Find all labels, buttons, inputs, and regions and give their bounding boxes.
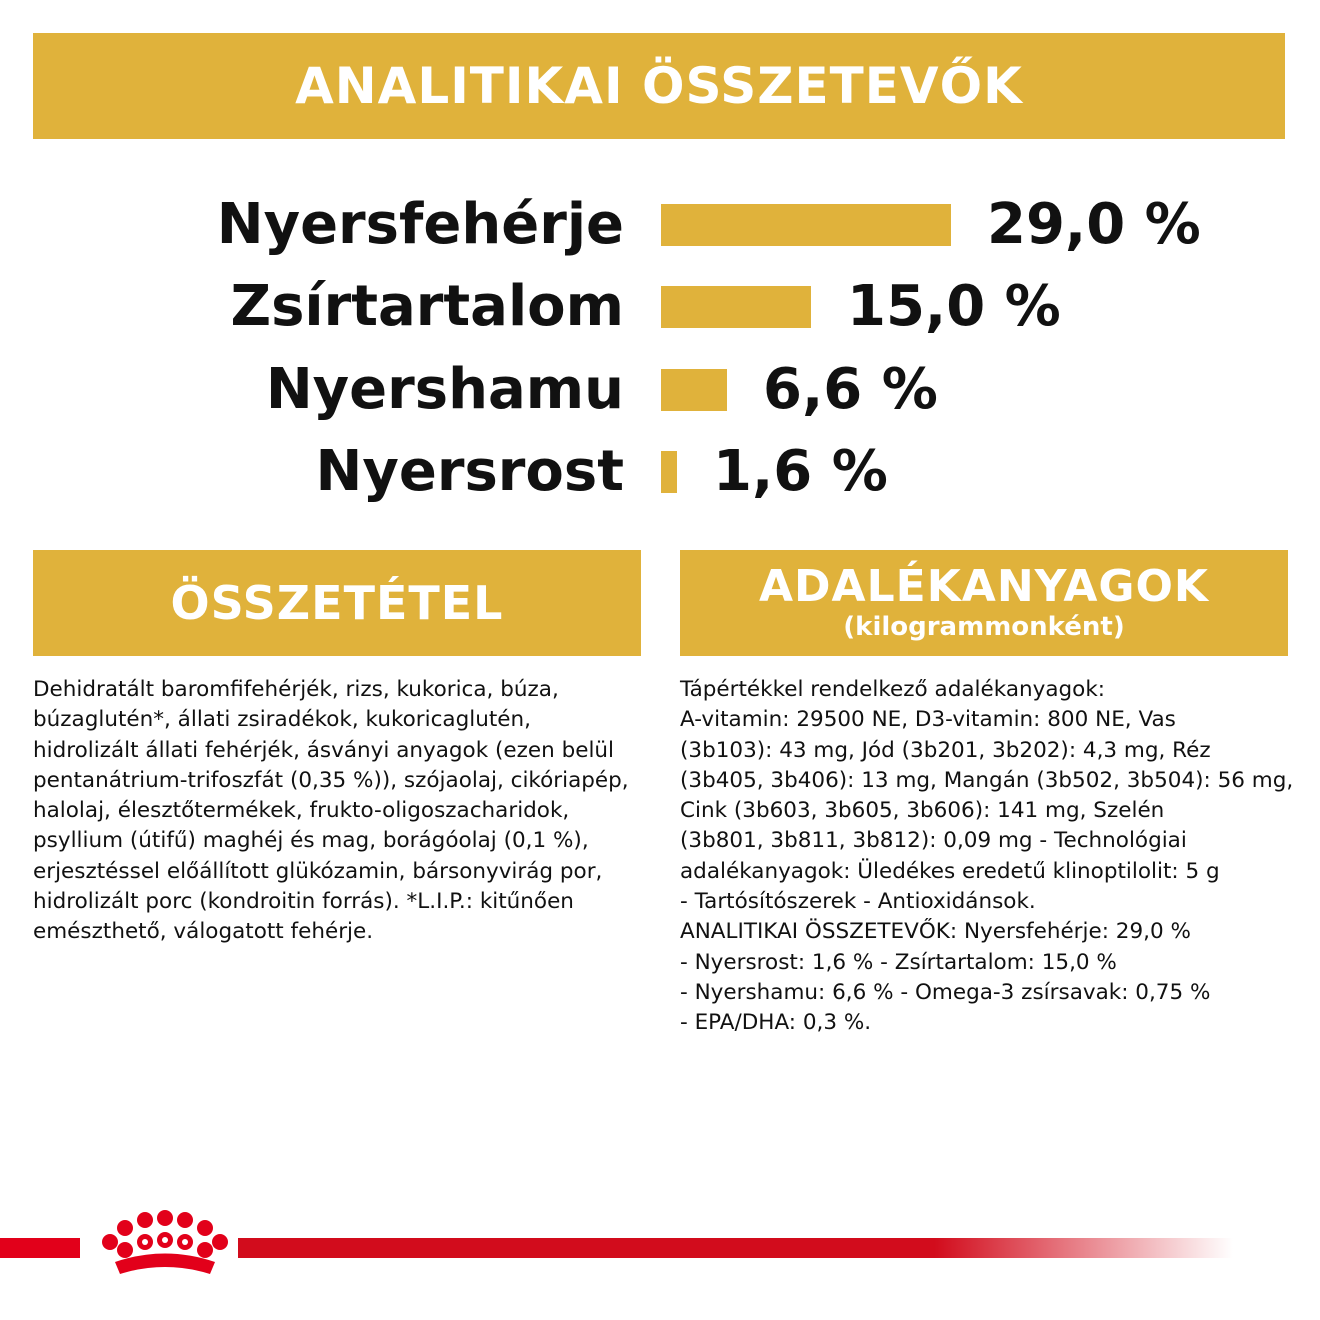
crown-icon — [90, 1200, 240, 1290]
composition-banner — [33, 550, 641, 656]
additives-text — [680, 675, 1295, 1039]
text-line: adalékanyagok: Üledékes eredetű klinoptilolit: 5 g — [680, 858, 1220, 884]
text-line: hidrolizált porc (kondroitin forrás). *L.I.P.: kitűnően — [33, 889, 574, 915]
composition-title: ÖSSZETÉTEL — [170, 576, 504, 630]
nutrient-value: 29,0 % — [987, 192, 1201, 257]
additives-title: ADALÉKANYAGOK — [758, 560, 1209, 612]
brand-line-left — [0, 1238, 80, 1258]
text-line: halolaj, élesztőtermékek, frukto-oligoszacharidok, — [33, 798, 570, 824]
nutrient-label: Zsírtartalom — [230, 274, 624, 339]
additives-subtitle: (kilogrammonként) — [843, 612, 1125, 643]
text-line: Cink (3b603, 3b605, 3b606): 141 mg, Szelén — [680, 798, 1165, 824]
text-line: hidrolizált állati fehérjék, ásványi anyagok (ezen belül — [33, 737, 615, 763]
text-line: (3b103): 43 mg, Jód (3b201, 3b202): 4,3 mg, Réz — [680, 737, 1211, 763]
text-line: - EPA/DHA: 0,3 %. — [680, 1010, 872, 1036]
text-line: - Nyersrost: 1,6 % - Zsírtartalom: 15,0 % — [680, 949, 1117, 975]
composition-text — [33, 675, 648, 948]
nutrient-label: Nyersrost — [315, 439, 624, 504]
text-line: erjesztéssel előállított glükózamin, bársonyvirág por, — [33, 858, 603, 884]
nutrient-row — [0, 437, 1320, 507]
nutrient-value: 1,6 % — [713, 439, 888, 504]
nutrient-label: Nyersfehérje — [216, 192, 624, 257]
nutrient-bar — [661, 451, 677, 493]
nutrient-row — [0, 190, 1320, 260]
analytical-title: ANALITIKAI ÖSSZETEVŐK — [295, 57, 1023, 115]
text-line: pentanátrium-trifoszfát (0,35 %)), szójaolaj, cikóriapép, — [33, 767, 629, 793]
nutrient-row — [0, 355, 1320, 425]
nutrient-bar — [661, 286, 811, 328]
nutrient-value: 15,0 % — [847, 274, 1061, 339]
nutrient-bar — [661, 204, 951, 246]
analytical-banner — [33, 33, 1285, 139]
text-line: emészthető, válogatott fehérje. — [33, 919, 374, 945]
text-line: (3b801, 3b811, 3b812): 0,09 mg - Technológiai — [680, 828, 1187, 854]
text-line: psyllium (útifű) maghéj és mag, borágóolaj (0,1 %), — [33, 828, 589, 854]
nutrient-row — [0, 272, 1320, 342]
additives-banner — [680, 550, 1288, 656]
text-line: Dehidratált baromfifehérjék, rizs, kukorica, búza, — [33, 677, 559, 702]
text-line: A-vitamin: 29500 NE, D3-vitamin: 800 NE, Vas — [680, 707, 1176, 733]
text-line: - Nyershamu: 6,6 % - Omega-3 zsírsavak: 0,75 % — [680, 979, 1211, 1005]
nutrient-bar — [661, 369, 727, 411]
text-line: (3b405, 3b406): 13 mg, Mangán (3b502, 3b504): 56 mg, — [680, 767, 1294, 793]
text-line: ANALITIKAI ÖSSZETEVŐK: Nyersfehérje: 29,0 % — [680, 919, 1191, 945]
text-line: - Tartósítószerek - Antioxidánsok. — [680, 889, 1036, 915]
nutrient-label: Nyershamu — [265, 357, 624, 422]
text-line: Tápértékkel rendelkező adalékanyagok: — [680, 677, 1106, 702]
brand-line-right — [238, 1238, 1233, 1258]
text-line: búzaglutén*, állati zsiradékok, kukoricaglutén, — [33, 707, 531, 733]
nutrient-value: 6,6 % — [763, 357, 938, 422]
